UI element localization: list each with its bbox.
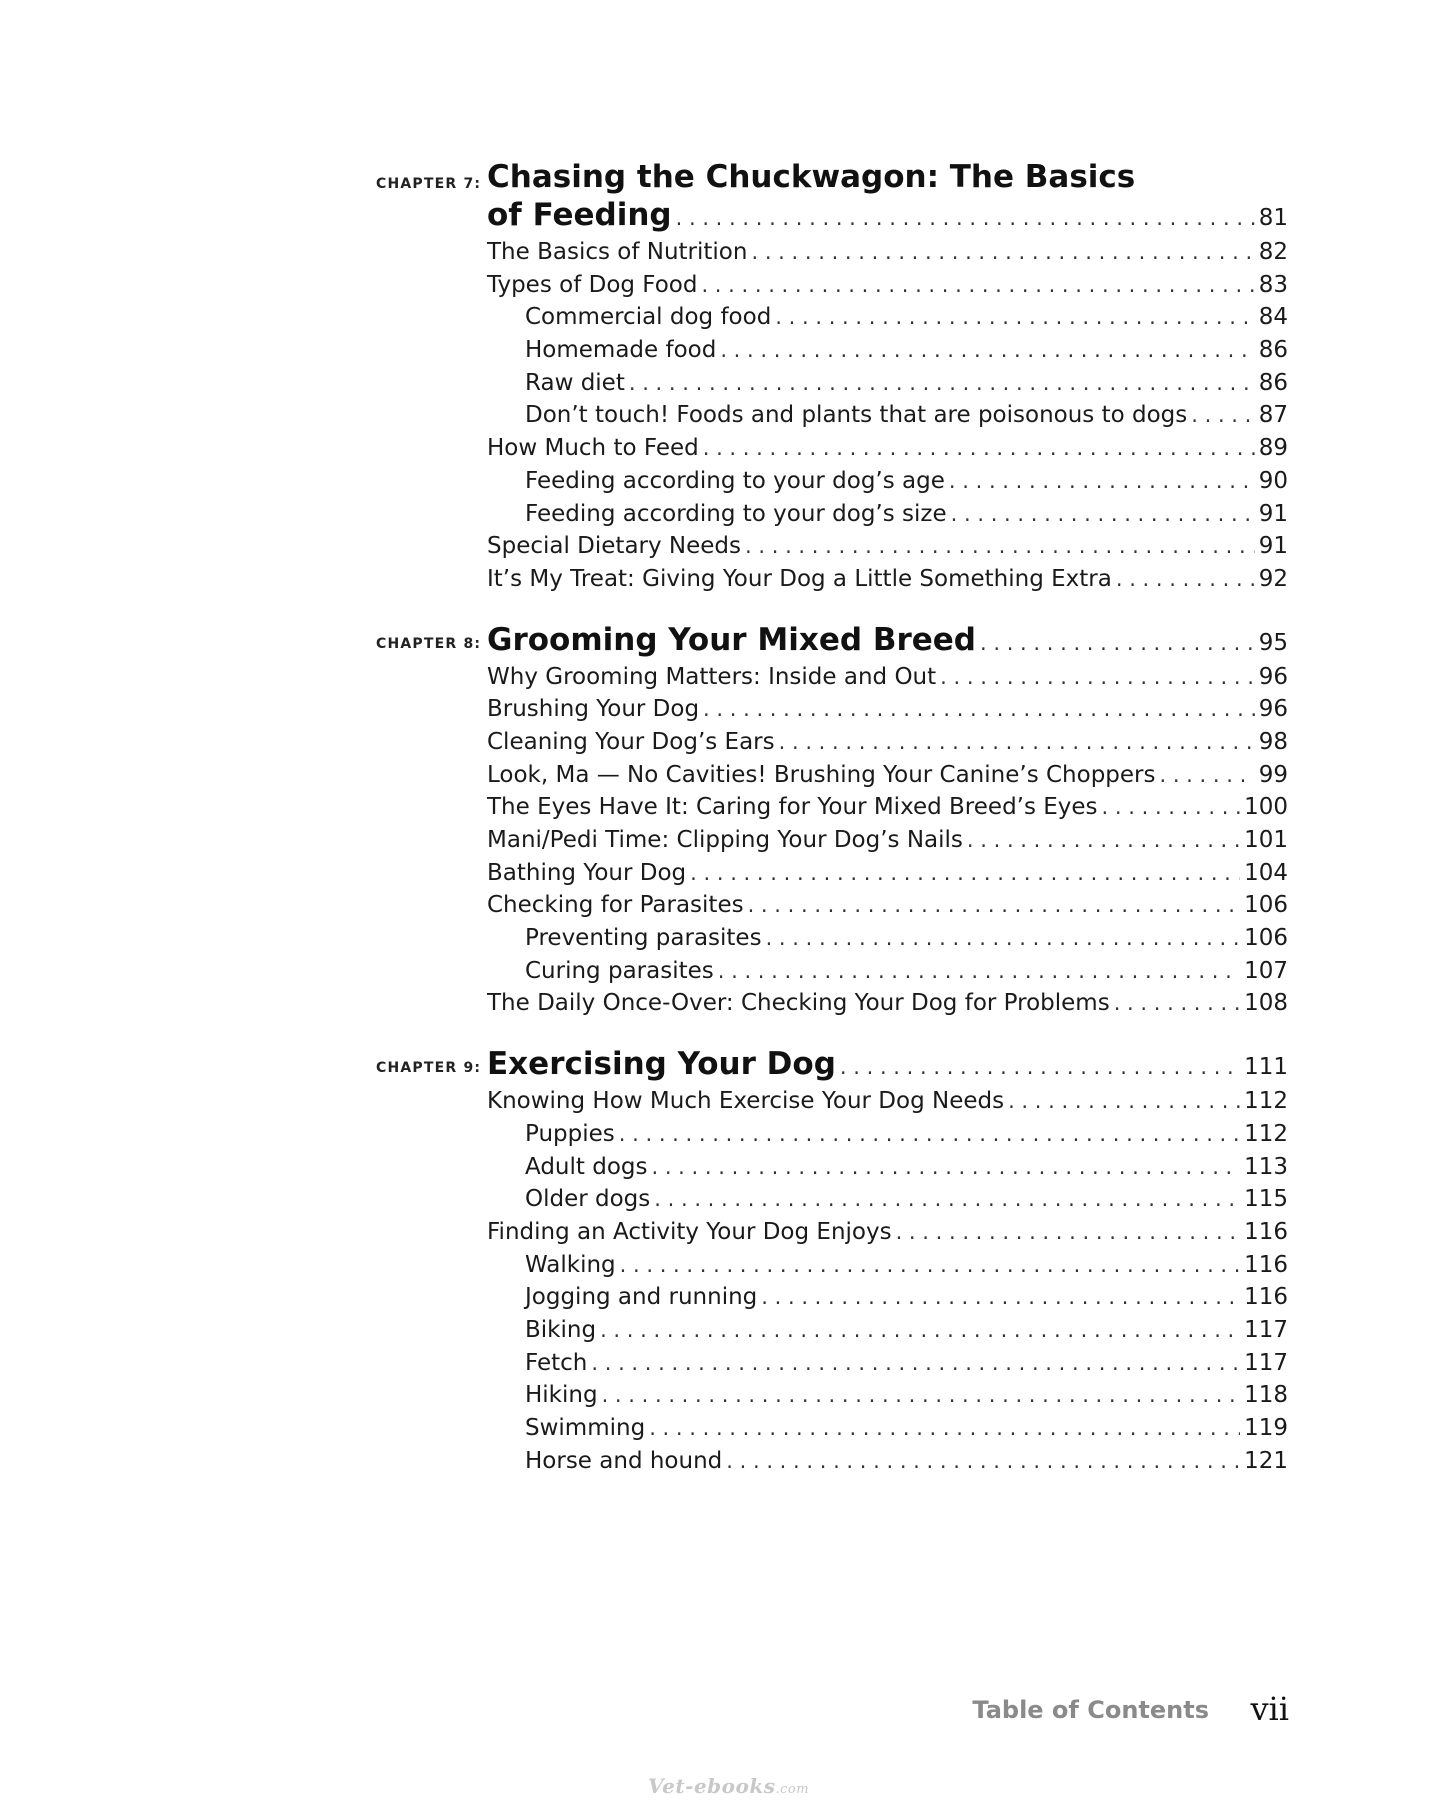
leader-dots [766, 922, 1241, 955]
page-number: 113 [1244, 1153, 1288, 1180]
leader-dots [676, 199, 1255, 237]
entry-list [0, 661, 1445, 1021]
page-number: 86 [1258, 337, 1288, 364]
watermark-suffix: .com [775, 1782, 810, 1797]
leader-dots [745, 530, 1255, 563]
page-number: 116 [1244, 1218, 1288, 1245]
toc-subentry[interactable] [525, 465, 1288, 498]
leader-dots [1008, 1085, 1240, 1118]
leader-dots [840, 1048, 1240, 1086]
entry-title: Finding an Activity Your Dog Enjoys [487, 1218, 892, 1245]
entry-title: Horse and hound [525, 1447, 723, 1474]
toc-entry[interactable] [487, 1085, 1288, 1118]
entry-title: Feeding according to your dog’s age [525, 467, 945, 494]
page-number: 91 [1258, 533, 1288, 560]
toc-entry[interactable] [487, 269, 1288, 302]
page-number: 112 [1244, 1088, 1288, 1115]
toc-subentry[interactable] [525, 922, 1288, 955]
page-number: 118 [1244, 1382, 1288, 1409]
entry-title: Commercial dog food [525, 304, 772, 331]
entry-title: How Much to Feed [487, 435, 699, 462]
page-number: 89 [1258, 435, 1288, 462]
toc-entry[interactable] [487, 530, 1288, 563]
leader-dots [654, 1183, 1240, 1216]
chapter-label: CHAPTER 9: [376, 1060, 482, 1077]
page-number: 115 [1244, 1186, 1288, 1213]
page-number: 121 [1244, 1447, 1288, 1474]
toc-entry[interactable] [487, 987, 1288, 1020]
entry-title: Preventing parasites [525, 925, 762, 952]
entry-title: Homemade food [525, 337, 717, 364]
entry-title: Brushing Your Dog [487, 696, 700, 723]
entry-title: Adult dogs [525, 1153, 648, 1180]
toc-subentry[interactable] [525, 1379, 1288, 1412]
chapter-9 [0, 1045, 1445, 1477]
entry-title: Curing parasites [525, 957, 714, 984]
toc-subentry[interactable] [525, 1445, 1288, 1478]
chapter-title: Exercising Your Dog [487, 1046, 836, 1083]
entry-title: The Daily Once-Over: Checking Your Dog for Problems [487, 990, 1110, 1017]
page-number: 96 [1258, 696, 1288, 723]
entry-title: Biking [525, 1316, 597, 1343]
entry-title: Older dogs [525, 1186, 651, 1213]
page-number: 112 [1244, 1120, 1288, 1147]
chapter-title: Grooming Your Mixed Breed [487, 621, 976, 658]
toc-subentry[interactable] [525, 399, 1288, 432]
chapter-title: Chasing the Chuckwagon: The Basics [487, 159, 1136, 195]
toc-subentry[interactable] [525, 1183, 1288, 1216]
entry-title: The Eyes Have It: Caring for Your Mixed Breed’s Eyes [487, 794, 1098, 821]
page-number: 116 [1244, 1284, 1288, 1311]
entry-title: Jogging and running [525, 1284, 758, 1311]
toc-subentry[interactable] [525, 1249, 1288, 1282]
page-number: 91 [1258, 500, 1288, 527]
entry-title: Raw diet [525, 369, 625, 396]
chapter-title-continued: of Feeding [487, 197, 672, 233]
leader-dots [751, 236, 1254, 269]
leader-dots [703, 432, 1255, 465]
toc-subentry[interactable] [525, 1412, 1288, 1445]
watermark-text: Vet-ebooks [648, 1774, 776, 1798]
page-number: 87 [1258, 402, 1288, 429]
leader-dots [701, 269, 1254, 302]
entry-title: Swimming [525, 1415, 646, 1441]
leader-dots [620, 1249, 1240, 1282]
leader-dots [896, 1216, 1241, 1249]
entry-title: The Basics of Nutrition [487, 239, 748, 265]
toc-subentry[interactable] [525, 1314, 1288, 1347]
page-number: 82 [1258, 239, 1288, 265]
entry-title: Checking for Parasites [487, 892, 744, 919]
leader-dots [720, 334, 1254, 367]
page-number: 84 [1258, 304, 1288, 331]
entry-title: Types of Dog Food [487, 271, 698, 298]
entry-list [0, 1085, 1445, 1477]
entry-title: Don’t touch! Foods and plants that are poisonous to dogs [525, 402, 1188, 429]
page-number: 116 [1244, 1251, 1288, 1278]
leader-dots [779, 726, 1255, 759]
chapter-8 [0, 621, 1445, 1021]
leader-dots [600, 1314, 1240, 1347]
leader-dots [949, 465, 1255, 498]
chapter-title-row[interactable] [487, 196, 1288, 234]
chapter-title-row[interactable] [487, 1045, 1288, 1083]
leader-dots [591, 1347, 1240, 1380]
entry-title: Walking [525, 1251, 616, 1278]
leader-dots [1191, 399, 1254, 432]
entry-title: Feeding according to your dog’s size [525, 500, 947, 527]
page-number: 117 [1244, 1349, 1288, 1376]
leader-dots [690, 857, 1240, 890]
page-number: 81 [1258, 205, 1288, 231]
entry-title: Fetch [525, 1349, 588, 1376]
toc-entry[interactable] [487, 1216, 1288, 1249]
toc-subentry[interactable] [525, 334, 1288, 367]
page-number: 117 [1244, 1316, 1288, 1343]
leader-dots [1102, 791, 1241, 824]
entry-title: Bathing Your Dog [487, 859, 687, 886]
leader-dots [602, 1379, 1241, 1412]
running-footer-title: Table of Contents [972, 1696, 1209, 1724]
page-number: 101 [1244, 827, 1288, 853]
toc-subentry[interactable] [525, 1347, 1288, 1380]
page-number: 98 [1258, 728, 1288, 755]
toc-entry[interactable] [487, 661, 1288, 694]
page-folio: vii [1250, 1690, 1289, 1728]
watermark-logo [648, 1774, 809, 1798]
leader-dots [748, 889, 1241, 922]
page-number: 83 [1258, 271, 1288, 298]
leader-dots [1114, 987, 1240, 1020]
entry-title: Look, Ma — No Cavities! Brushing Your Canine’s Choppers [487, 761, 1156, 788]
leader-dots [1116, 563, 1255, 596]
page-number: 108 [1244, 990, 1288, 1017]
entry-title: Special Dietary Needs [487, 533, 742, 560]
toc-entry[interactable] [487, 857, 1288, 890]
page-number: 96 [1258, 663, 1288, 690]
entry-title: Puppies [525, 1120, 615, 1147]
leader-dots [980, 624, 1255, 662]
page-number: 111 [1244, 1054, 1288, 1081]
page-number: 86 [1258, 369, 1288, 396]
page-number: 106 [1244, 892, 1288, 919]
toc-subentry[interactable] [525, 1151, 1288, 1184]
toc-subentry[interactable] [525, 955, 1288, 988]
chapter-label: CHAPTER 8: [376, 635, 482, 652]
leader-dots [951, 498, 1255, 531]
toc-entry[interactable] [487, 726, 1288, 759]
toc-subentry[interactable] [525, 1118, 1288, 1151]
leader-dots [703, 693, 1255, 726]
entry-title: Knowing How Much Exercise Your Dog Needs [487, 1088, 1005, 1115]
toc-entry[interactable] [487, 791, 1288, 824]
page-number: 99 [1258, 761, 1288, 788]
leader-dots [1159, 759, 1254, 792]
leader-dots [651, 1151, 1240, 1184]
page-number: 90 [1258, 467, 1288, 494]
table-of-contents [0, 158, 1445, 1502]
page-number: 92 [1258, 565, 1288, 592]
entry-title: It’s My Treat: Giving Your Dog a Little Something Extra [487, 565, 1112, 592]
page-number: 104 [1244, 859, 1288, 886]
leader-dots [718, 955, 1240, 988]
page-number: 95 [1258, 629, 1288, 656]
toc-subentry[interactable] [525, 301, 1288, 334]
toc-subentry[interactable] [525, 1281, 1288, 1314]
page-number: 107 [1244, 957, 1288, 984]
toc-entry[interactable] [487, 432, 1288, 465]
leader-dots [649, 1412, 1240, 1445]
chapter-label: CHAPTER 7: [376, 176, 482, 192]
chapter-title-row[interactable] [487, 621, 1288, 659]
page-footer [0, 1690, 1445, 1730]
leader-dots [967, 824, 1240, 857]
page-number: 100 [1244, 794, 1288, 821]
entry-title: Mani/Pedi Time: Clipping Your Dog’s Nails [487, 827, 963, 853]
leader-dots [619, 1118, 1240, 1151]
leader-dots [726, 1445, 1240, 1478]
leader-dots [761, 1281, 1240, 1314]
entry-title: Cleaning Your Dog’s Ears [487, 728, 775, 755]
toc-subentry[interactable] [525, 498, 1288, 531]
toc-entry[interactable] [487, 824, 1288, 857]
toc-entry[interactable] [487, 236, 1288, 269]
toc-subentry[interactable] [525, 367, 1288, 400]
entry-title: Hiking [525, 1382, 598, 1409]
toc-entry[interactable] [487, 759, 1288, 792]
leader-dots [940, 661, 1255, 694]
page-number: 106 [1244, 925, 1288, 952]
toc-entry[interactable] [487, 693, 1288, 726]
entry-title: Why Grooming Matters: Inside and Out [487, 663, 937, 690]
entry-list [0, 236, 1445, 596]
leader-dots [629, 367, 1255, 400]
leader-dots [775, 301, 1254, 334]
toc-entry[interactable] [487, 889, 1288, 922]
toc-entry[interactable] [487, 563, 1288, 596]
chapter-7 [0, 158, 1445, 596]
page-number: 119 [1244, 1415, 1288, 1441]
